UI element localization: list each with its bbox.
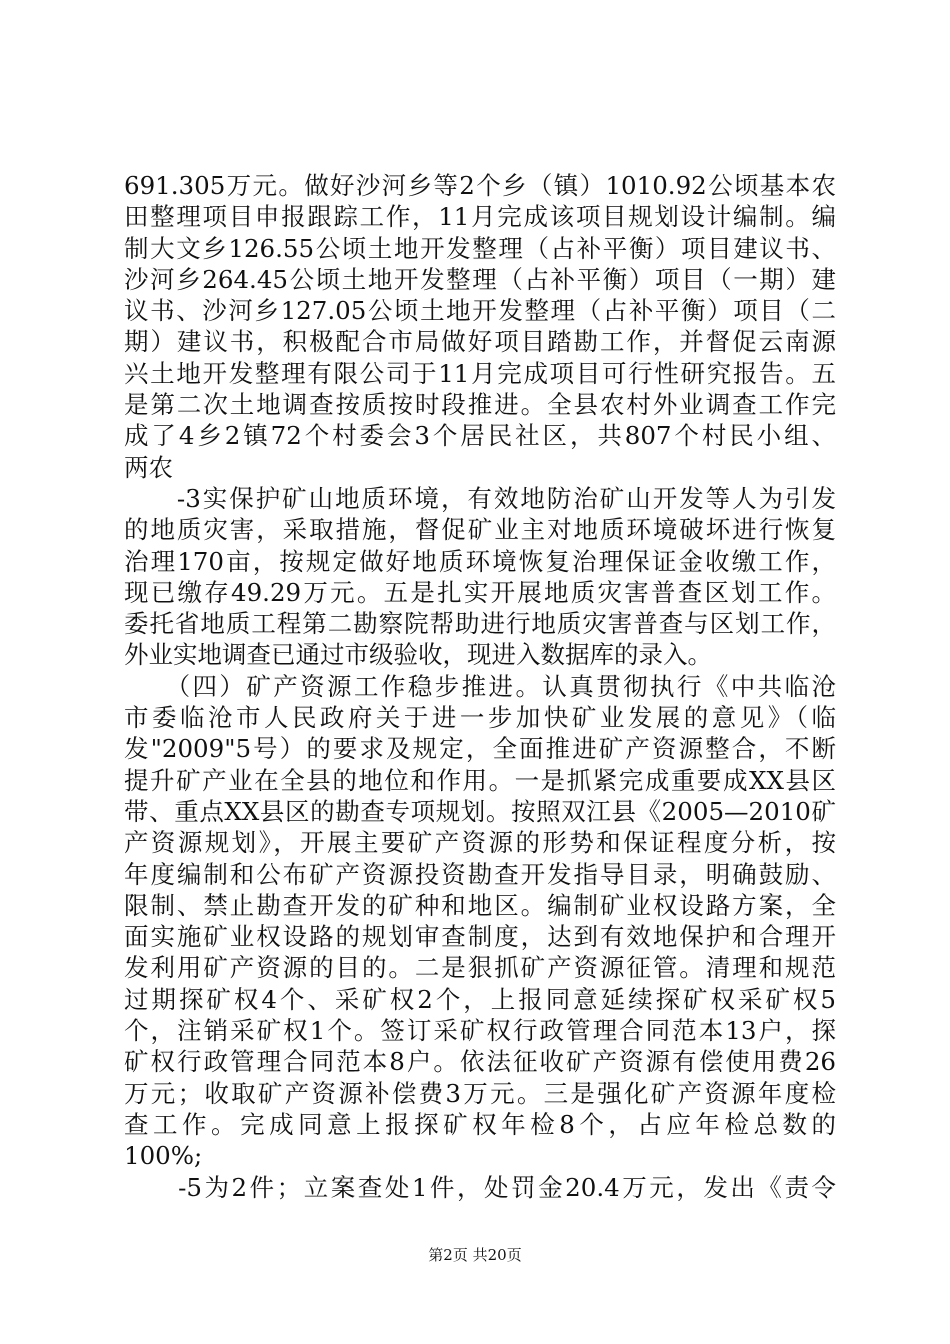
text-line: 面实施矿业权设路的规划审查制度，达到有效地保护和合理开 <box>124 922 836 952</box>
text-line: 是第二次土地调查按质按时段推进。全县农村外业调查工作完 <box>124 390 836 420</box>
text-line: 带、重点XX县区的勘查专项规划。按照双江县《2005—2010矿 <box>124 796 836 826</box>
document-body <box>124 170 836 1203</box>
page-footer <box>0 1244 950 1265</box>
text-line: 个，注销采矿权1个。签订采矿权行政管理合同范本13户，探 <box>124 1016 836 1046</box>
text-line: 沙河乡264.45公顷土地开发整理（占补平衡）项目（一期）建 <box>124 264 836 294</box>
text-line: 议书、沙河乡127.05公顷土地开发整理（占补平衡）项目（二 <box>124 296 836 326</box>
text-line: 过期探矿权4个、采矿权2个，上报同意延续探矿权采矿权5 <box>124 984 836 1014</box>
text-line: -5为2件；立案查处1件，处罚金20.4万元，发出《责令 <box>124 1172 836 1202</box>
text-line: 发利用矿产资源的目的。二是狠抓矿产资源征管。清理和规范 <box>124 953 836 983</box>
text-line: 提升矿产业在全县的地位和作用。一是抓紧完成重要成XX县区 <box>124 765 836 795</box>
text-line: 查工作。完成同意上报探矿权年检8个，占应年检总数的 <box>124 1109 836 1139</box>
text-line: 100%; <box>124 1141 203 1171</box>
text-line: -3实保护矿山地质环境，有效地防治矿山开发等人为引发 <box>124 483 836 513</box>
text-line: 田整理项目申报跟踪工作，11月完成该项目规划设计编制。编 <box>124 202 836 232</box>
text-line: 外业实地调查已通过市级验收，现进入数据库的录入。 <box>124 640 712 670</box>
text-line: 限制、禁止勘查开发的矿种和地区。编制矿业权设路方案，全 <box>124 890 836 920</box>
text-line: 治理170亩，按规定做好地质环境恢复治理保证金收缴工作， <box>124 546 836 576</box>
text-line: 现已缴存49.29万元。五是扎实开展地质灾害普查区划工作。 <box>124 577 836 607</box>
text-line: 成了4乡2镇72个村委会3个居民社区，共807个村民小组、 <box>124 421 836 451</box>
text-line: 制大文乡126.55公顷土地开发整理（占补平衡）项目建议书、 <box>124 233 836 263</box>
text-line: 兴土地开发整理有限公司于11月完成项目可行性研究报告。五 <box>124 358 836 388</box>
text-line: 两农 <box>124 452 173 482</box>
text-line: 产资源规划》，开展主要矿产资源的形势和保证程度分析，按 <box>124 828 836 858</box>
text-line: 委托省地质工程第二勘察院帮助进行地质灾害普查与区划工作， <box>124 609 836 639</box>
text-line: 的地质灾害，采取措施，督促矿业主对地质环境破坏进行恢复 <box>124 515 836 545</box>
text-line: 期）建议书，积极配合市局做好项目踏勘工作，并督促云南源 <box>124 327 836 357</box>
text-line: 年度编制和公布矿产资源投资勘查开发指导目录，明确鼓励、 <box>124 859 836 889</box>
text-line: 矿权行政管理合同范本8户。依法征收矿产资源有偿使用费26 <box>124 1047 836 1077</box>
text-line: 发"2009"5号）的要求及规定，全面推进矿产资源整合，不断 <box>124 734 836 764</box>
text-line: （四）矿产资源工作稳步推进。认真贯彻执行《中共临沧 <box>124 671 836 701</box>
page-number-label: 第2页 共20页 <box>428 1246 522 1264</box>
text-line: 万元；收取矿产资源补偿费3万元。三是强化矿产资源年度检 <box>124 1078 836 1108</box>
text-line: 691.305万元。做好沙河乡等2个乡（镇）1010.92公顷基本农 <box>124 171 836 200</box>
text-line: 市委临沧市人民政府关于进一步加快矿业发展的意见》（临 <box>124 703 836 733</box>
